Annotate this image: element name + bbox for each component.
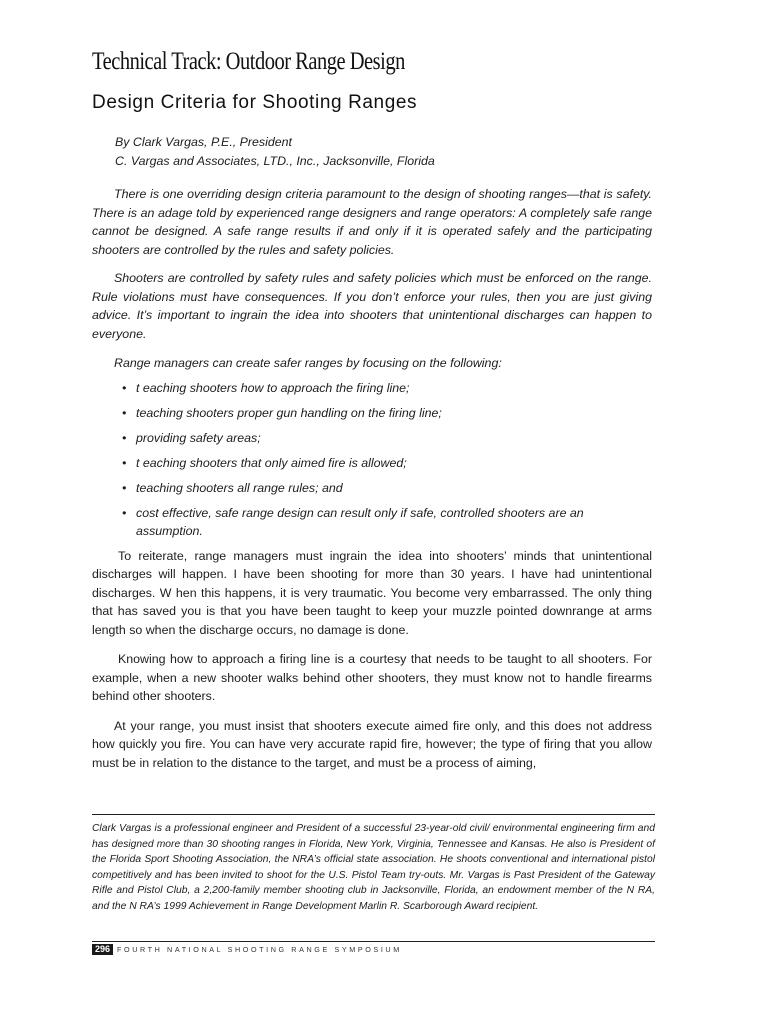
paragraph-6: At your range, you must insist that shooters execute aimed fire only, and this does not address how quickly you fire. You can have very accurate rapid fire, however; the type of firing that you allow must be in relation to the distance to the target, and must be a process of aiming, [92,718,652,770]
page-footer [92,943,402,955]
list-item [92,504,652,540]
track-title: Technical Track: Outdoor Range Design [92,48,405,75]
paragraph-3: Range managers can create safer ranges by focusing on the following: [114,356,502,370]
paragraph-2: Shooters are controlled by safety rules and safety policies which must be enforced on the range. Rule violations must have consequences. If you don’t enforce your rules, then you are just giving advice. It’s important to ingrain the idea into shooters that unintentional discharges can happen to everyone. [92,271,652,341]
publication-name: FOURTH NATIONAL SHOOTING RANGE SYMPOSIUM [117,944,402,954]
article-body [92,185,652,783]
list-item-text: teaching shooters all range rules; and [136,480,343,495]
bullet-marker: • [122,455,127,470]
list-item [92,479,652,497]
bio-divider-top [92,814,655,815]
byline [115,133,435,171]
bullet-marker: • [122,480,127,495]
list-item [92,379,652,397]
byline-author: By Clark Vargas, P.E., President [115,135,292,149]
article-title: Design Criteria for Shooting Ranges [92,92,418,113]
byline-affiliation: C. Vargas and Associates, LTD., Inc., Jacksonville, Florida [115,154,435,168]
list-item [92,404,652,422]
bio-divider-bottom [92,941,655,942]
paragraph-5: Knowing how to approach a firing line is a courtesy that needs to be taught to all shooters. For example, when a new shooter walks behind other shooters, they must know not to handle firearms behind other shooters. [92,652,652,703]
list-item-text: providing safety areas; [136,430,261,445]
list-item-text: cost effective, safe range design can result only if safe, controlled shooters are an assumption. [136,505,584,538]
list-item-text: t eaching shooters how to approach the firing line; [136,380,410,395]
list-item-text: teaching shooters proper gun handling on the firing line; [136,405,442,420]
bullet-marker: • [122,430,127,445]
list-item-text: t eaching shooters that only aimed fire is allowed; [136,455,407,470]
bullet-marker: • [122,505,127,520]
paragraph-1: There is one overriding design criteria paramount to the design of shooting ranges—that is safety. There is an adage told by experienced range designers and range operators: A completely safe range cannot be designed. A safe range results if and only if it is operated safely and the participating shooters are controlled by the rules and safety policies. [92,187,652,257]
paragraph-4: To reiterate, range managers must ingrain the idea into shooters’ minds that unintentional discharges will happen. I have been shooting for more than 30 years. I have had unintentional discharges. W hen this happens, it is very traumatic. You become very embarrassed. The only thing that has saved you is that you have been taught to keep your muzzle pointed downrange at arms length so when the discharge occurs, no damage is done. [92,548,652,637]
list-item [92,429,652,447]
focus-list [92,379,652,540]
list-item [92,454,652,472]
page-number: 296 [92,944,113,955]
bullet-marker: • [122,380,127,395]
author-bio: Clark Vargas is a professional engineer and President of a successful 23-year-old civil/ environmental engineering firm and has designed more than 30 shooting ranges in Florida, New York, Virginia, Tennessee and Kansas. He also is President of the Florida Sport Shooting Association, the NRA’s official state association. He shoots conventional and international pistol competitively and has been invited to shoot for the U.S. Pistol Team try-outs. Mr. Vargas is Past President of the Gateway Rifle and Pistol Club, a 2,200-family member shooting club in Jacksonville, Florida, an endowment member of the N RA, and the N RA’s 1999 Achievement in Range Development Marlin R. Scarborough Award recipient. [92,823,655,912]
bullet-marker: • [122,405,127,420]
